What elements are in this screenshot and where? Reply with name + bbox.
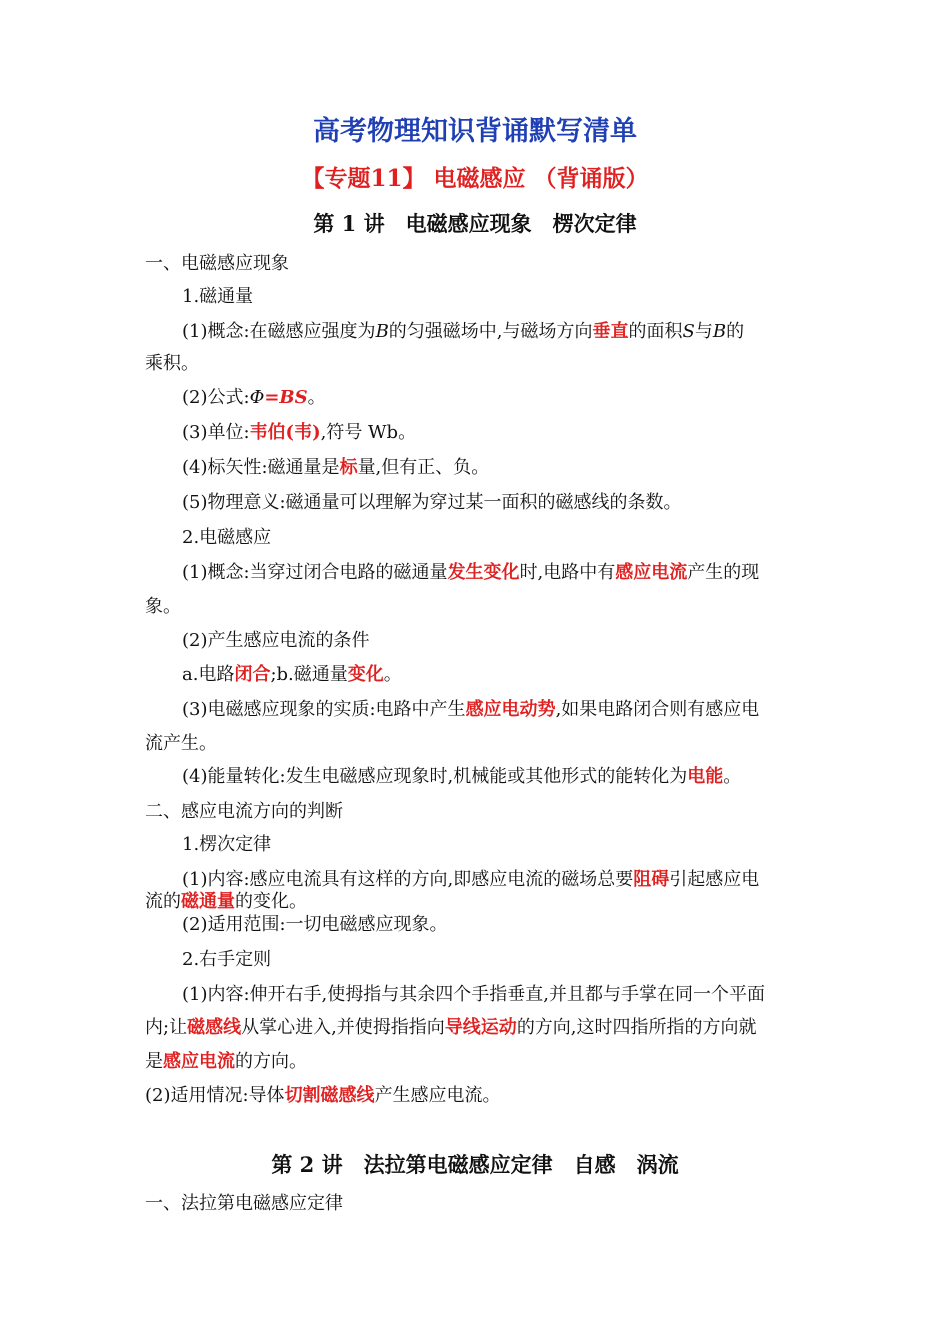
paragraph-line xyxy=(145,890,950,914)
text: (2)适用情况:导体 xyxy=(145,1085,285,1106)
text: 的匀强磁场中,与磁场方向 xyxy=(388,321,593,342)
paragraph-line xyxy=(182,765,950,789)
paragraph-line: 流产生。 xyxy=(145,733,217,754)
section-heading: 一、法拉第电磁感应定律 xyxy=(145,1193,343,1214)
paragraph-line xyxy=(145,1050,950,1074)
key-term: 标 xyxy=(339,457,358,478)
text: (4)能量转化:发生电磁感应现象时,机械能或其他形式的能转化为 xyxy=(182,766,688,787)
text: 。 xyxy=(383,664,402,685)
text: 的变化。 xyxy=(235,891,307,912)
text: (3)电磁感应现象的实质:电路中产生 xyxy=(182,699,466,720)
paragraph-line xyxy=(182,320,950,344)
paragraph-line: (5)物理意义:磁通量可以理解为穿过某一面积的磁感线的条数。 xyxy=(182,492,682,513)
paragraph-line: (1)内容:伸开右手,使拇指与其余四个手指垂直,并且都与手掌在同一个平面 xyxy=(182,984,766,1005)
paragraph-line: (2)适用范围:一切电磁感应现象。 xyxy=(182,914,448,935)
text: 。 xyxy=(723,766,742,787)
paragraph-line xyxy=(182,698,950,722)
paragraph-line xyxy=(182,561,950,585)
text: 产生的现 xyxy=(687,562,760,583)
paragraph-line xyxy=(182,663,950,687)
key-term: 感应电动势 xyxy=(465,699,556,720)
text: 与 xyxy=(694,321,713,342)
key-term: 发生变化 xyxy=(447,562,520,583)
section-heading: 二、感应电流方向的判断 xyxy=(145,801,343,822)
subsection-heading: 1.楞次定律 xyxy=(182,834,272,855)
subsection-heading: 1.磁通量 xyxy=(182,286,254,307)
lecture-1-heading: 第 1 讲 电磁感应现象 楞次定律 xyxy=(313,211,637,236)
subsection-heading: 2.电磁感应 xyxy=(182,527,272,548)
paragraph-line xyxy=(182,421,950,445)
key-term: 感应电流 xyxy=(163,1051,235,1072)
symbol: S xyxy=(682,321,695,342)
paragraph-line xyxy=(145,1084,950,1108)
key-term: 切割磁感线 xyxy=(284,1085,375,1106)
text: ,符号 Wb。 xyxy=(320,422,417,443)
paragraph-line: (2)产生感应电流的条件 xyxy=(182,630,370,651)
paragraph-line: 乘积。 xyxy=(145,353,199,374)
symbol: B xyxy=(375,321,389,342)
text: 的方向。 xyxy=(235,1051,307,1072)
key-term: 垂直 xyxy=(592,321,629,342)
paragraph-line xyxy=(182,456,950,480)
document-subtitle: 【专题11】 电磁感应 （背诵版） xyxy=(301,165,649,192)
subsection-heading: 2.右手定则 xyxy=(182,949,272,970)
text: 流的 xyxy=(145,891,181,912)
key-term: 感应电流 xyxy=(615,562,688,583)
text: 产生感应电流。 xyxy=(374,1085,501,1106)
key-term: 韦伯(韦) xyxy=(249,422,321,443)
text: 从掌心进入,并使拇指指向 xyxy=(241,1017,445,1038)
key-term: 电能 xyxy=(687,766,724,787)
text: 的 xyxy=(726,321,745,342)
text: 量,但有正、负。 xyxy=(357,457,490,478)
text: (1)概念:当穿过闭合电路的磁通量 xyxy=(182,562,448,583)
text: (2)公式: xyxy=(182,387,250,408)
paragraph-line xyxy=(182,386,950,410)
key-term: 磁通量 xyxy=(181,891,235,912)
text: 时,电路中有 xyxy=(519,562,616,583)
section-heading: 一、电磁感应现象 xyxy=(145,253,289,274)
key-term: 磁感线 xyxy=(187,1017,242,1038)
key-term: 变化 xyxy=(347,664,384,685)
paragraph-line: 象。 xyxy=(145,596,181,617)
symbol: B xyxy=(712,321,727,342)
text: ,如果电路闭合则有感应电 xyxy=(555,699,760,720)
text: 引起感应电 xyxy=(669,869,760,890)
text: 是 xyxy=(145,1051,163,1072)
text: (1)概念:在磁感应强度为 xyxy=(182,321,376,342)
text: 的面积 xyxy=(628,321,683,342)
text: a.电路 xyxy=(182,664,235,685)
text: 的方向,这时四指所指的方向就 xyxy=(516,1017,757,1038)
paragraph-line xyxy=(182,868,950,892)
text: 内;让 xyxy=(145,1017,188,1038)
lecture-2-heading: 第 2 讲 法拉第电磁感应定律 自感 涡流 xyxy=(271,1152,679,1177)
key-term: 闭合 xyxy=(234,664,271,685)
text: (1)内容:感应电流具有这样的方向,即感应电流的磁场总要 xyxy=(182,869,634,890)
text: (3)单位: xyxy=(182,422,250,443)
key-term: 导线运动 xyxy=(444,1017,517,1038)
text: ;b.磁通量 xyxy=(270,664,348,685)
document-title: 高考物理知识背诵默写清单 xyxy=(313,116,637,147)
key-term: 阻碍 xyxy=(633,869,670,890)
text: 。 xyxy=(307,387,326,408)
paragraph-line xyxy=(145,1016,950,1040)
text: (4)标矢性:磁通量是 xyxy=(182,457,340,478)
symbol: Φ xyxy=(249,387,265,408)
key-term: =BS xyxy=(264,387,308,408)
